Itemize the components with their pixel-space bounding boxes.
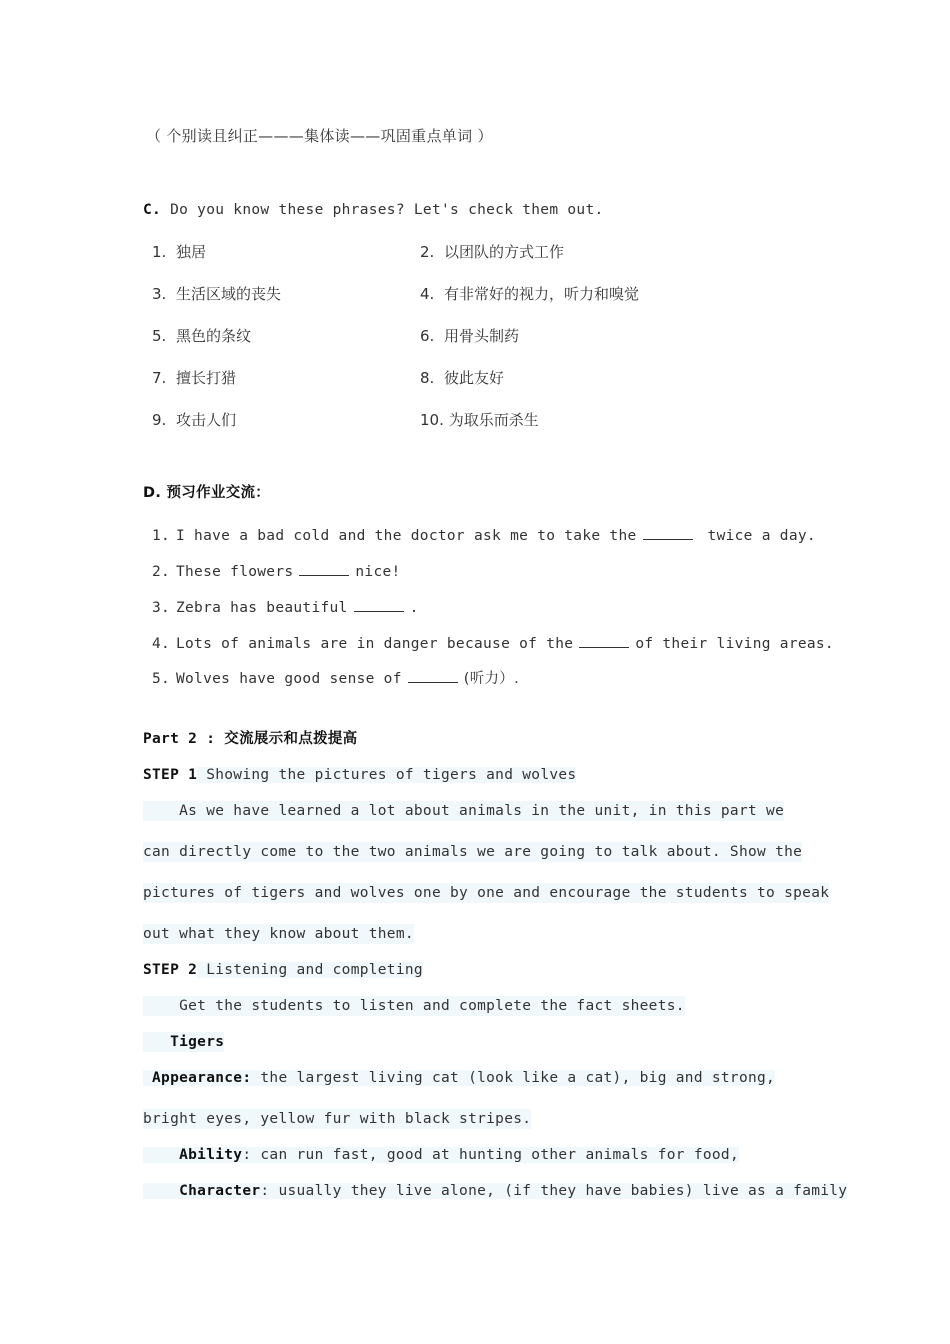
step2-para: Get the students to listen and complete the fact sheets.	[143, 998, 685, 1014]
step1-para-line: pictures of tigers and wolves one by one and encourage the students to speak	[143, 885, 830, 901]
phrase-item: 3. 生活区域的丧失	[152, 285, 282, 303]
phrase-item: 1. 独居	[152, 243, 207, 261]
step1-para-line: can directly come to the two animals we are going to talk about. Show the	[143, 844, 803, 860]
phrase-item: 5. 黑色的条纹	[152, 327, 252, 345]
answer-blank[interactable]	[408, 668, 458, 683]
appearance-line: Appearance: the largest living cat (look like a cat), big and strong,	[143, 1070, 776, 1086]
answer-blank[interactable]	[643, 525, 693, 540]
section-c-text: Do you know these phrases? Let's check them out.	[161, 202, 604, 218]
section-c-heading	[143, 200, 604, 220]
phrase-item: 10. 为取乐而杀生	[420, 411, 539, 429]
step1-para-line: out what they know about them.	[143, 926, 414, 942]
exercise-item: 4. Lots of animals are in danger because of the of their living areas.	[152, 633, 834, 654]
exercise-item: 5. Wolves have good sense of (听力）.	[152, 668, 519, 689]
exercise-item: 3. Zebra has beautiful .	[152, 597, 419, 618]
answer-blank[interactable]	[354, 597, 404, 612]
phrase-item: 7. 擅长打猎	[152, 369, 237, 387]
step2-heading: STEP 2 Listening and completing	[143, 962, 423, 978]
section-c-letter: C.	[143, 202, 162, 218]
exercise-item: 1. I have a bad cold and the doctor ask me to take the twice a day.	[152, 525, 816, 546]
ability-line: Ability: can run fast, good at hunting other animals for food,	[143, 1145, 739, 1165]
phrase-item: 6. 用骨头制药	[420, 327, 520, 345]
character-line: Character: usually they live alone, (if they have babies) live as a family	[143, 1181, 847, 1201]
answer-blank[interactable]	[299, 561, 349, 576]
step1-heading: STEP 1 Showing the pictures of tigers and wolves	[143, 767, 577, 783]
phrase-item: 4. 有非常好的视力，听力和嗅觉	[420, 285, 640, 303]
phrase-item: 9. 攻击人们	[152, 411, 237, 429]
exercise-item: 2. These flowers nice!	[152, 561, 401, 582]
answer-blank[interactable]	[579, 633, 629, 648]
appearance-line-2: bright eyes, yellow fur with black stripes.	[143, 1111, 532, 1127]
intro-line: （ 个别读且纠正———集体读——巩固重点单词 ）	[146, 127, 493, 145]
part2-heading: Part 2 : 交流展示和点拨提高	[143, 731, 358, 747]
step1-para-line: As we have learned a lot about animals in the unit, in this part we	[143, 803, 785, 819]
tigers-label: Tigers	[143, 1034, 225, 1050]
section-d-heading: D. 预习作业交流：	[143, 485, 271, 501]
phrase-item: 2. 以团队的方式工作	[420, 243, 565, 261]
phrase-item: 8. 彼此友好	[420, 369, 505, 387]
